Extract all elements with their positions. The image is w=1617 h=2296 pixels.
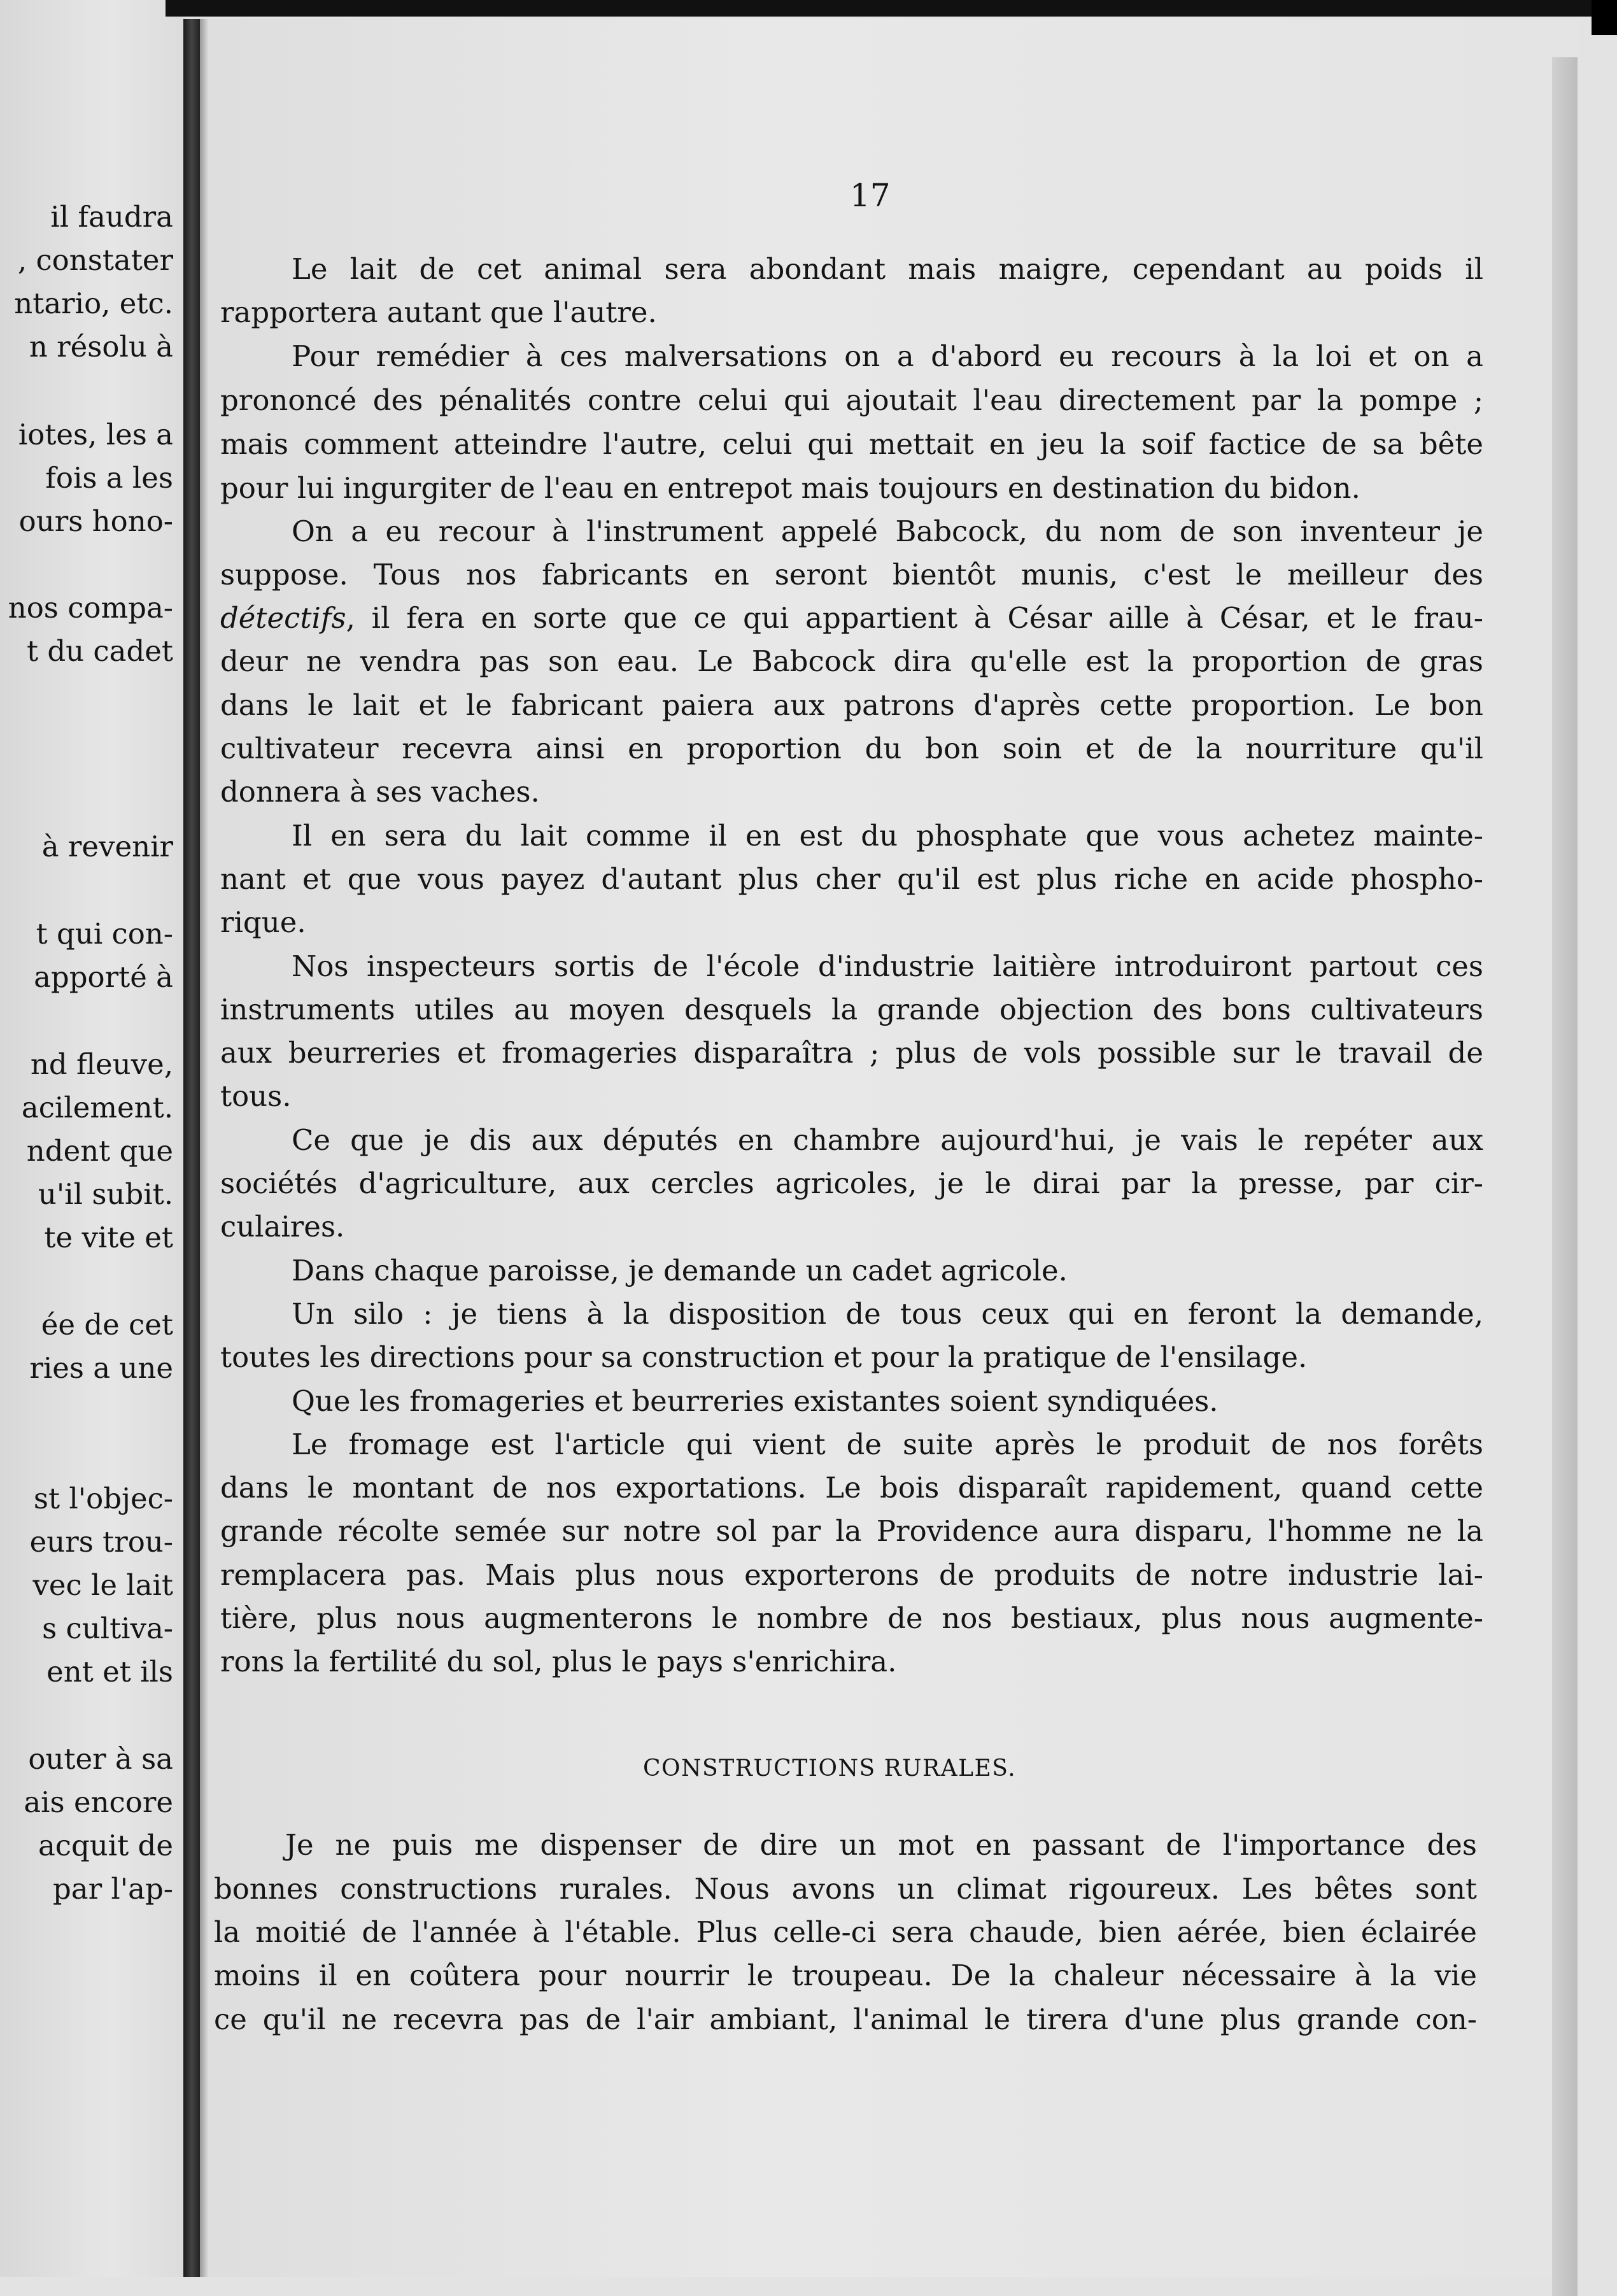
facing-page-line: st l'objec- (33, 1482, 173, 1515)
text-line: nant et que vous payez d'autant plus cher qu'il est plus riche en acide phospho- (220, 862, 1483, 896)
text-line: sociétés d'agriculture, aux cercles agricoles, je le dirai par la presse, par cir- (220, 1166, 1483, 1200)
facing-page-line: acquit de (38, 1829, 173, 1862)
facing-page-line: ais encore (24, 1785, 173, 1819)
facing-page-line: ndent que (26, 1134, 173, 1168)
text-line: Il en sera du lait comme il en est du phosphate que vous achetez mainte- (292, 819, 1483, 853)
text-line: moins il en coûtera pour nourrir le troupeau. De la chaleur nécessaire à la vie (214, 1959, 1477, 1992)
facing-page-line: à revenir (41, 830, 173, 863)
facing-page-line: acilement. (21, 1091, 173, 1124)
text-line: rons la fertilité du sol, plus le pays s'enrichira. (220, 1645, 897, 1678)
text-line: cultivateur recevra ainsi en proportion du bon soin et de la nourriture qu'il (220, 732, 1483, 765)
facing-page-line: iotes, les a (18, 418, 173, 451)
facing-page-line: eurs trou- (29, 1525, 173, 1559)
text-line: suppose. Tous nos fabricants en seront bientôt munis, c'est le meilleur des (220, 558, 1483, 592)
text-line: dans le montant de nos exportations. Le bois disparaît rapidement, quand cette (220, 1471, 1483, 1505)
text-line: rique. (220, 905, 306, 939)
text-line: aux beurreries et fromageries disparaîtra ; plus de vols possible sur le travail de (220, 1036, 1483, 1070)
facing-page-line: t du cadet (26, 634, 173, 668)
text-line: détectifs, il fera en sorte que ce qui appartient à César aille à César, et le frau- (220, 601, 1483, 635)
facing-page-line: vec le lait (32, 1568, 173, 1602)
text-line: toutes les directions pour sa construction et pour la pratique de l'ensilage. (220, 1340, 1308, 1374)
facing-page-line: s cultiva- (42, 1612, 173, 1645)
text-line: Le fromage est l'article qui vient de suite après le produit de nos forêts (292, 1428, 1483, 1461)
facing-page-line: nd fleuve, (30, 1047, 173, 1081)
text-line: tous. (220, 1079, 292, 1113)
text-line: Je ne puis me dispenser de dire un mot en passant de l'importance des (285, 1828, 1477, 1862)
facing-page-line: il faudra (50, 200, 173, 234)
text-line: mais comment atteindre l'autre, celui qui mettait en jeu la soif factice de sa bête (220, 427, 1483, 461)
facing-page-line: ntario, etc. (14, 287, 173, 320)
text-line: instruments utiles au moyen desquels la grande objection des bons cultivateurs (220, 993, 1483, 1026)
italic-word: détectifs (220, 601, 346, 635)
text-line: Nos inspecteurs sortis de l'école d'industrie laitière introduiront partout ces (292, 949, 1483, 983)
scan-corner-mark (1592, 0, 1617, 35)
text-line: culaires. (220, 1210, 345, 1244)
text-line: remplacera pas. Mais plus nous exporterons de produits de notre industrie lai- (220, 1558, 1483, 1592)
gutter-shadow (200, 19, 209, 2277)
text-line: deur ne vendra pas son eau. Le Babcock dira qu'elle est la proportion de gras (220, 644, 1483, 678)
facing-page-line: apporté à (34, 960, 173, 994)
facing-page-line: ent et ils (46, 1655, 173, 1689)
facing-page-line: ée de cet (41, 1308, 173, 1342)
facing-page-line: , constater (17, 243, 173, 277)
facing-page-fragment (0, 0, 185, 2277)
text-line: Le lait de cet animal sera abondant mais maigre, cependant au poids il (292, 252, 1483, 286)
text-line: Pour remédier à ces malversations on a d'abord eu recours à la loi et on a (292, 339, 1483, 373)
text-line: grande récolte semée sur notre sol par la Providence aura disparu, l'homme ne la (220, 1514, 1483, 1548)
facing-page-line: n résolu à (29, 330, 173, 364)
text-line: rapportera autant que l'autre. (220, 295, 657, 329)
text-line: la moitié de l'année à l'étable. Plus celle-ci sera chaude, bien aérée, bien éclairée (214, 1915, 1477, 1949)
book-gutter (183, 19, 200, 2277)
text-line: tière, plus nous augmenterons le nombre de nos bestiaux, plus nous augmente- (220, 1601, 1483, 1635)
page-number: 17 (850, 177, 891, 214)
facing-page-line: t qui con- (36, 917, 173, 951)
facing-page-line: fois a les (45, 461, 173, 495)
text-line: On a eu recour à l'instrument appelé Babcock, du nom de son inventeur je (292, 514, 1483, 548)
text-line: pour lui ingurgiter de l'eau en entrepot mais toujours en destination du bidon. (220, 471, 1360, 505)
section-heading: CONSTRUCTIONS RURALES. (643, 1755, 1017, 1782)
text-line: ce qu'il ne recevra pas de l'air ambiant, l'animal le tirera d'une plus grande con- (214, 2002, 1477, 2036)
facing-page-line: ries a une (29, 1351, 173, 1385)
text-line: donnera à ses vaches. (220, 775, 540, 809)
facing-page-line: par l'ap- (52, 1872, 173, 1906)
facing-page-line: ours hono- (18, 504, 173, 538)
text-line: Dans chaque paroisse, je demande un cadet agricole. (292, 1254, 1068, 1287)
page-edge (1552, 57, 1578, 2296)
scan-border-top (166, 0, 1592, 17)
text-line: Un silo : je tiens à la disposition de tous ceux qui en feront la demande, (292, 1297, 1483, 1331)
text-line: prononcé des pénalités contre celui qui ajoutait l'eau directement par la pompe ; (220, 383, 1483, 417)
text-line: bonnes constructions rurales. Nous avons un climat rigoureux. Les bêtes sont (214, 1872, 1477, 1906)
text-line: dans le lait et le fabricant paiera aux patrons d'après cette proportion. Le bon (220, 688, 1483, 722)
facing-page-line: te vite et (44, 1221, 173, 1254)
facing-page-line: outer à sa (28, 1742, 173, 1776)
facing-page-line: u'il subit. (38, 1177, 173, 1211)
text-line: Ce que je dis aux députés en chambre aujourd'hui, je vais le repéter aux (292, 1123, 1483, 1157)
facing-page-line: nos compa- (8, 591, 173, 625)
text-line: Que les fromageries et beurreries existantes soient syndiquées. (292, 1384, 1218, 1418)
